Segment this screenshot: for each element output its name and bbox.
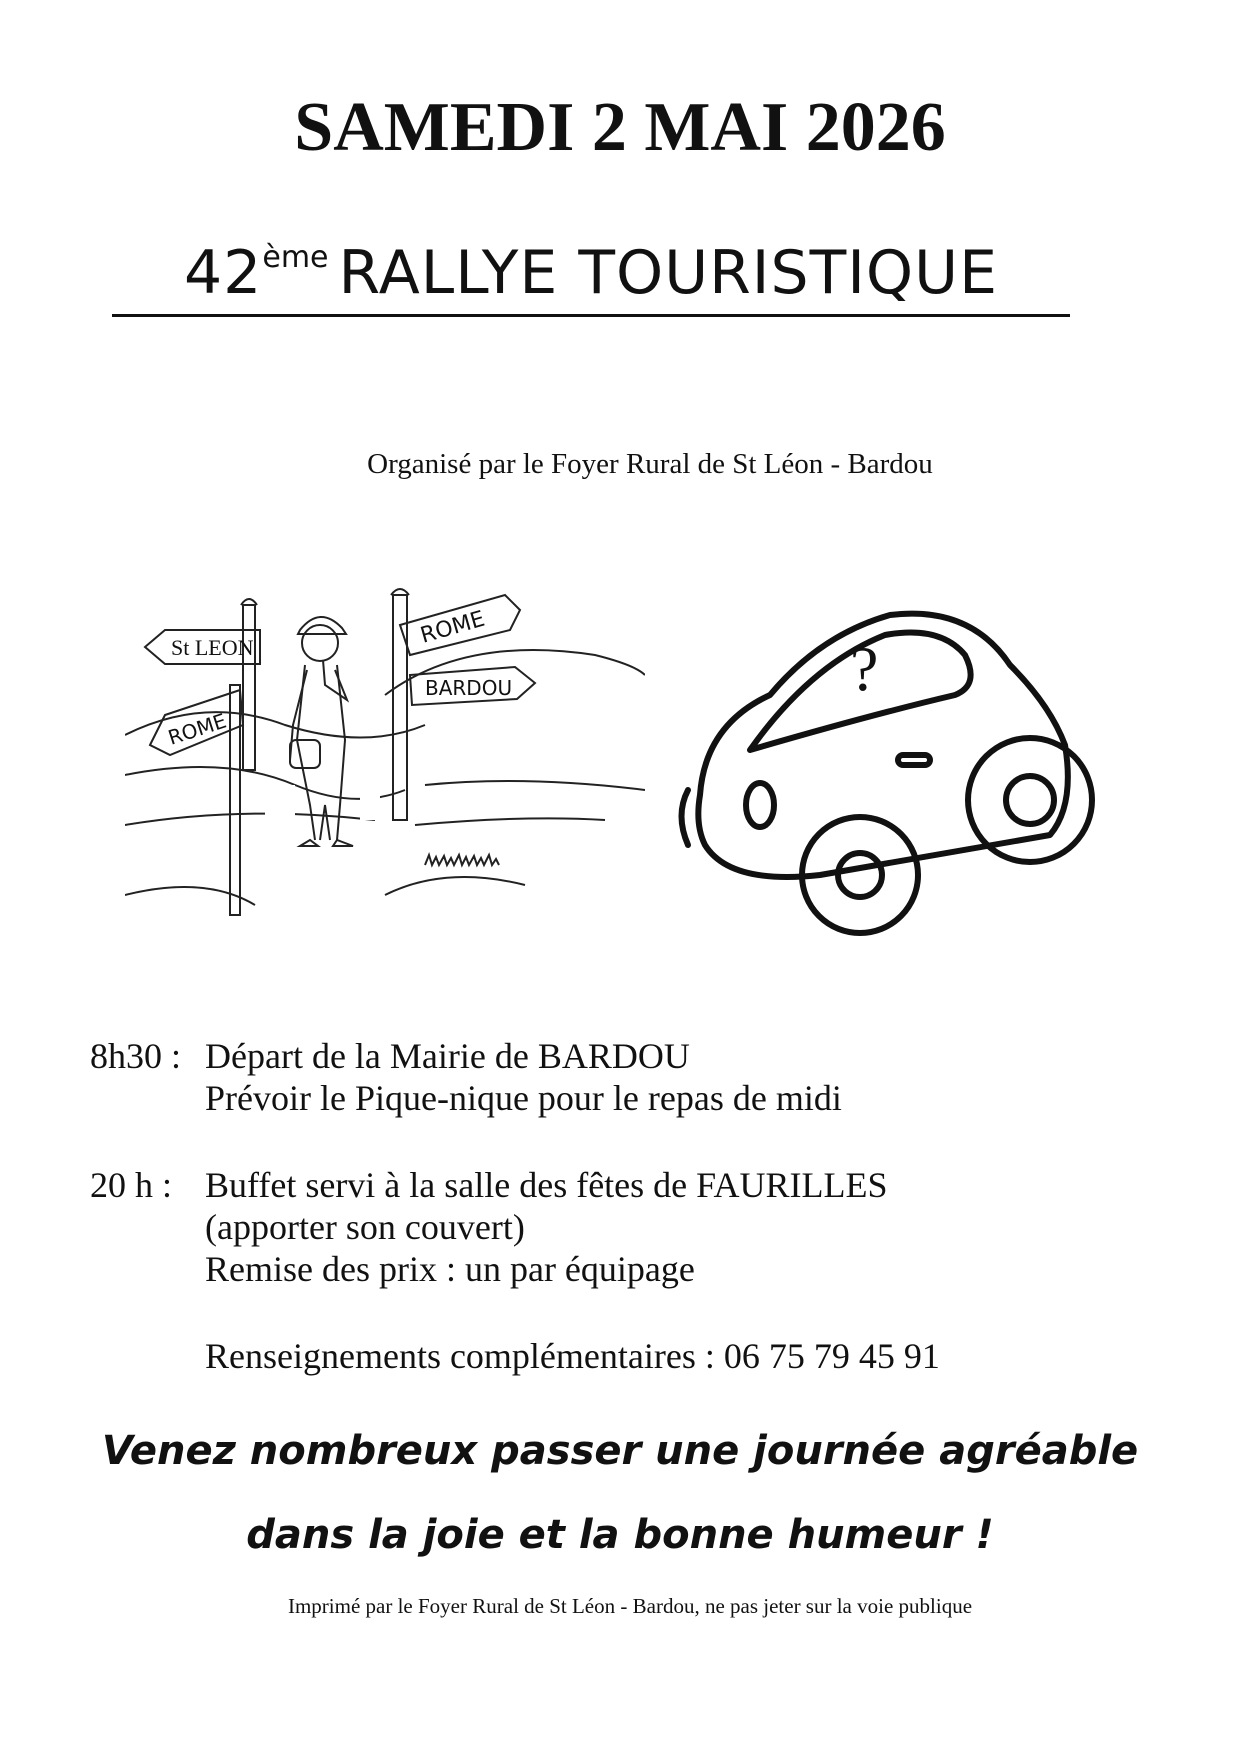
title-text: RALLYE TOURISTIQUE xyxy=(338,238,998,308)
schedule-line-2a: Buffet servi à la salle des fêtes de FAURILLES xyxy=(205,1165,888,1205)
schedule-line-1a: Départ de la Mairie de BARDOU xyxy=(205,1036,690,1076)
footer-note: Imprimé par le Foyer Rural de St Léon - Bardou, ne pas jeter sur la voie publique xyxy=(287,1594,973,1618)
info-contact: Renseignements complémentaires : 06 75 79 45 91 xyxy=(205,1336,940,1376)
schedule-time-2: 20 h : xyxy=(90,1165,173,1205)
car-illustration xyxy=(670,575,1110,940)
organizer-line: Organisé par le Foyer Rural de St Léon - Bardou xyxy=(367,448,933,480)
edition-suffix: ème xyxy=(262,240,329,275)
sign-rome-top: ROME xyxy=(417,606,488,649)
schedule-time-1: 8h30 : xyxy=(90,1036,182,1076)
schedule-line-2c: Remise des prix : un par équipage xyxy=(205,1249,695,1289)
event-title xyxy=(112,238,1070,317)
schedule-line-2b: (apporter son couvert) xyxy=(205,1207,525,1247)
signpost-illustration xyxy=(125,575,645,925)
sign-rome-left: ROME xyxy=(165,708,230,750)
schedule-line-1b: Prévoir le Pique-nique pour le repas de midi xyxy=(205,1078,842,1118)
sign-bardou: BARDOU xyxy=(425,676,513,700)
sign-st-leon: St LEON xyxy=(171,635,254,660)
edition-number: 42 xyxy=(184,238,263,308)
question-mark: ? xyxy=(850,633,879,704)
event-date: SAMEDI 2 MAI 2026 xyxy=(294,89,946,166)
slogan-line-2: dans la joie et la bonne humeur ! xyxy=(246,1512,994,1558)
slogan-line-1: Venez nombreux passer une journée agréable xyxy=(101,1428,1139,1474)
